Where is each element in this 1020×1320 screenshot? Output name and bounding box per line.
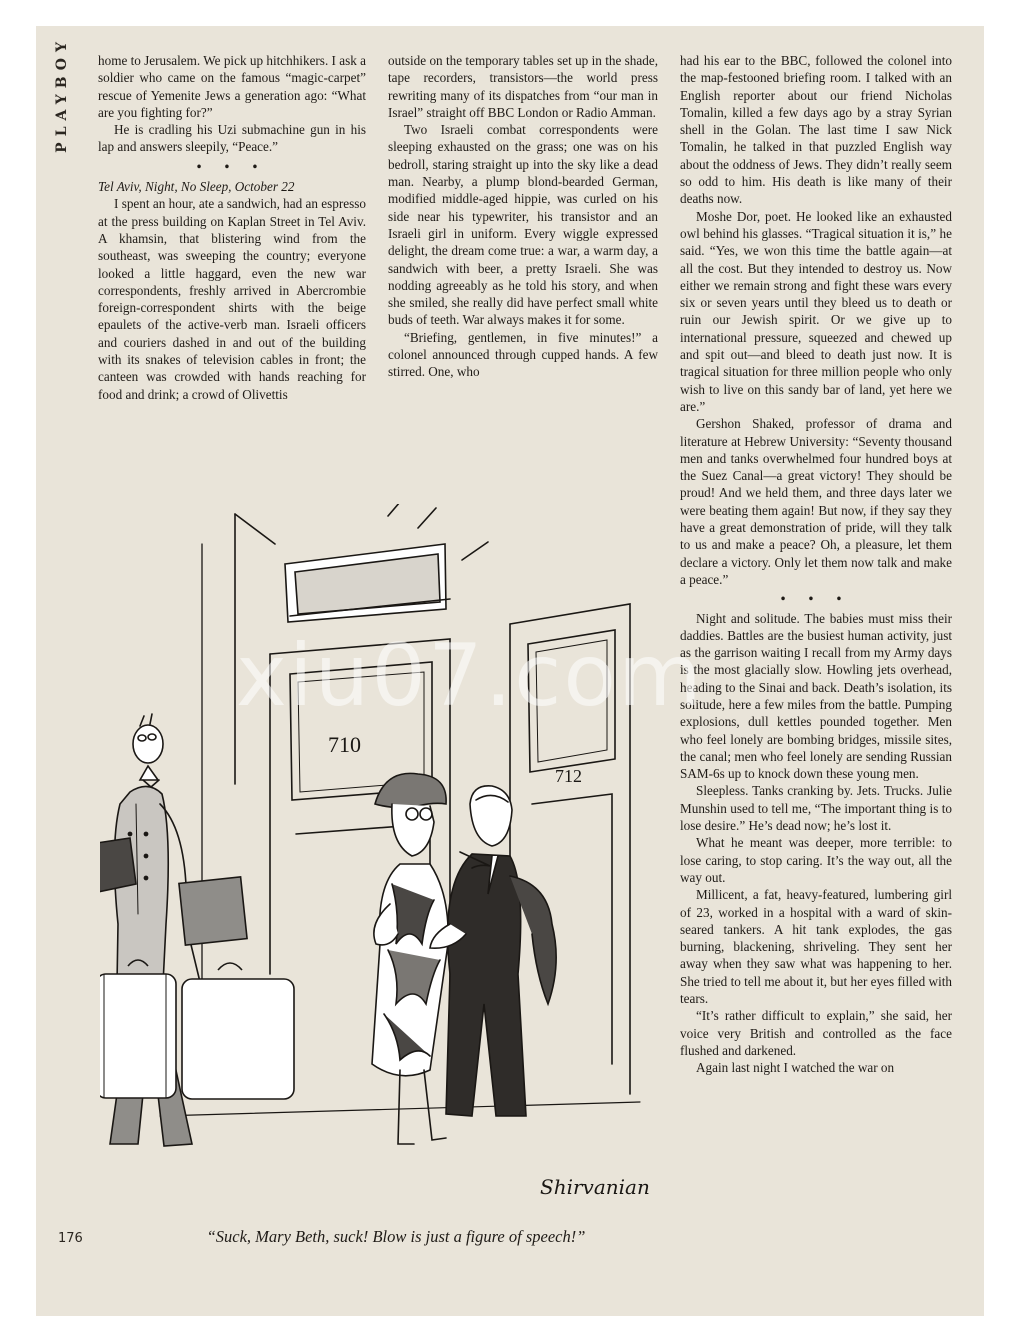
paragraph: What he meant was deeper, more terrible: to lose caring, to stop caring. It’s the way out, all the way out. xyxy=(680,835,952,885)
section-break: • • • xyxy=(780,591,852,607)
page-number: 176 xyxy=(58,1231,83,1246)
text-column-3 xyxy=(680,52,952,1077)
paragraph: “It’s rather difficult to explain,” she said, her voice very British and controlled as the face flushed and darkened. xyxy=(680,1008,952,1058)
paragraph: had his ear to the BBC, followed the colonel into the map-festooned briefing room. I talked with an English reporter about our friend Nicholas Tomalin, killed a few days ago by a stray Syrian shell in the Golan. The last time I saw Nick Tomalin, he talked in that puzzled English way about the oddness of Jews. They didn’t really seem so odd to him. His death is like many of their deaths now. xyxy=(680,53,952,207)
cartoon-caption: “Suck, Mary Beth, suck! Blow is just a figure of speech!” xyxy=(206,1227,586,1246)
door-number-712: 712 xyxy=(555,766,582,786)
paragraph: outside on the temporary tables set up in the shade, tape recorders, transistors—the world press rewriting many of its dispatches from “our man in Israel” straight off BBC London or Radio Amman. xyxy=(388,53,658,120)
paragraph: Two Israeli combat correspondents were sleeping exhausted on the grass; one was on his bedroll, staring straight up into the sky like a dead man. Nearby, a plump blond-bearded German, modified middle-aged hippie, was curled on his side near his typewriter, his transistor and an Israeli girl in uniform. Every wiggle expressed delight, the dream come true: a war, a warm day, a sandwich with beer, a pretty Israeli. She was nodding agreeably as he told his story, and when she smiled, she really did have perfect small white buds of teeth. War always makes it for some. xyxy=(388,122,658,328)
text-column-1 xyxy=(98,52,366,403)
suitcases xyxy=(100,960,294,1099)
paragraph: Gershon Shaked, professor of drama and literature at Hebrew University: “Seventy thousand men and tanks overwhelmed four hundred boys at the Suez Canal—a great victory! They should be proud! And we held them, and three days later we were beating them again! But now, if they say they have a great demonstration of pride, will they talk to us and make a peace? Oh, a pleasure, let them declare a victory. Only let them now talk and make a peace.” xyxy=(680,416,952,587)
magazine-page xyxy=(36,26,984,1316)
paragraph: He is cradling his Uzi submachine gun in his lap and answers sleepily, “Peace.” xyxy=(98,122,366,155)
paragraph: Again last night I watched the war on xyxy=(696,1060,895,1076)
woman-figure xyxy=(372,773,448,1144)
paragraph: Moshe Dor, poet. He looked like an exhausted owl behind his glasses. “Tragical situation it is,” he said. “Yes, we won this time the battle again—at all the cost. But they intended to destroy us. Now either we remain strong and fight these wars every six or seven years until they bleed us to death or ruin our Jewish spirit. Or we give up to international pressure, squeezed and chewed up and spit out—and bleed to death just now. It is tragical situation for three million people who only wish to live on this sandy bar of land, yet here we are.” xyxy=(680,208,952,414)
cartoon-illustration xyxy=(100,504,670,1214)
watermark: xiu07.com xyxy=(236,626,704,726)
door-number-710: 710 xyxy=(328,732,361,757)
man-figure xyxy=(430,786,556,1116)
paragraph: home to Jerusalem. We pick up hitchhikers. I ask a soldier who came on the famous “magic-carpet” rescue of Yemenite Jews a generation ago: “What are you fighting for?” xyxy=(98,53,366,120)
dateline: Tel Aviv, Night, No Sleep, October 22 xyxy=(98,179,295,195)
text-column-2 xyxy=(388,52,658,381)
section-break: • • • xyxy=(196,158,268,174)
running-head: PLAYBOY xyxy=(54,36,70,153)
paragraph: “Briefing, gentlemen, in five minutes!” a colonel announced through cupped hands. A few stirred. One, who xyxy=(388,329,658,380)
paragraph: I spent an hour, ate a sandwich, had an espresso at the press building on Kaplan Street in Tel Aviv. A khamsin, that blistering wind from the southeast, was sweeping the country; everyone looked a little haggard, even the new war correspondents, freshly arrived in Abercrombie foreign-correspondent shirts with the beige epaulets of the active-verb man. Israeli officers and couriers dashed in and out of the building with its snakes of television cables in front; the canteen was crowded with hands reaching for food and drink; a crowd of Olivettis xyxy=(98,196,366,402)
cartoonist-signature: Shirvanian xyxy=(540,1175,650,1199)
paragraph: Sleepless. Tanks cranking by. Jets. Trucks. Julie Munshin used to tell me, “The important thing is to lose desire.” He’s dead now; he’s lost it. xyxy=(680,783,952,834)
paragraph: Night and solitude. The babies must miss their daddies. Battles are the busiest human activity, just as the garrison waiting I recall from my Army days is the most glacially slow. Howling jets overhead, heading to the Sinai and back. Death’s isolation, its solitude, here a few miles from the battle. Pumping explosions, dull kettles pounded together. Men who feel lonely are bombing bridges, missile sites, the canal; men who feel lonely are sending Russian SAM-6s up to knock down these young men. xyxy=(680,610,952,782)
paragraph: Millicent, a fat, heavy-featured, lumbering girl of 23, worked in a hospital with a ward of skin-seared tankers. A hit tank explodes, the gas burning, blackening, shriveling. They sent her away when they saw what was happening to her. She tried to tell me about it, but her eyes filled with tears. xyxy=(680,887,952,1007)
